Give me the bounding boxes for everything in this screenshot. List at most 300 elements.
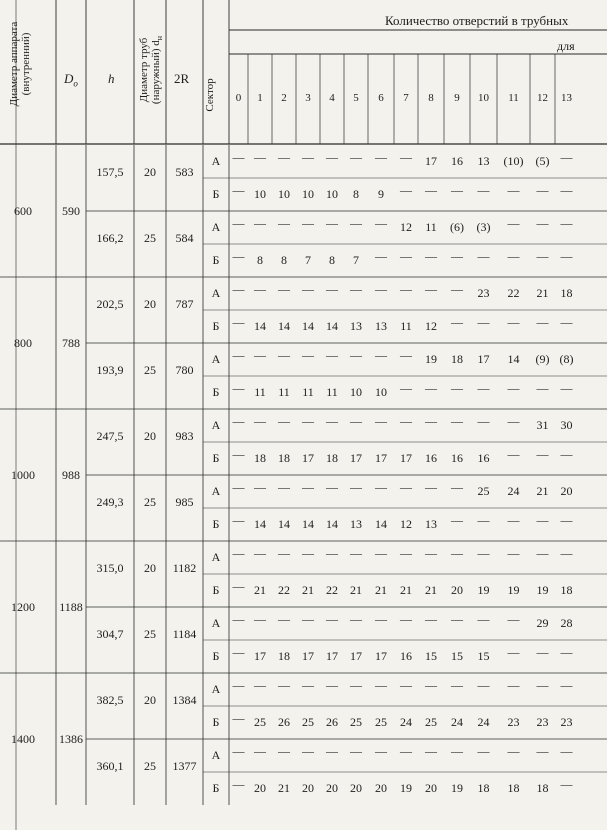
column-number: 0 <box>235 92 242 104</box>
cell-value: 14 <box>326 517 338 531</box>
cell-value: 24 <box>400 715 412 729</box>
r2-value: 584 <box>175 231 194 245</box>
cell-value: — <box>400 381 412 395</box>
cell-value: 23 <box>477 286 490 300</box>
column-number: 10 <box>478 92 489 104</box>
cell-value: 26 <box>326 715 338 729</box>
cell-value: 10 <box>302 187 314 201</box>
cell-value: — <box>477 744 490 758</box>
r2-value: 1384 <box>172 693 197 707</box>
column-number: 9 <box>454 92 460 104</box>
cell-value: — <box>232 348 245 362</box>
column-number: 1 <box>257 92 263 104</box>
cell-value: 25 <box>302 715 314 729</box>
sector-label: А <box>211 484 221 498</box>
cell-value: — <box>507 183 520 197</box>
cell-value: 17 <box>350 451 362 465</box>
cell-value: — <box>375 546 387 560</box>
cell-value: 23 <box>536 715 549 729</box>
cell-value: — <box>254 150 266 164</box>
cell-value: — <box>375 150 387 164</box>
cell-value: 19 <box>477 583 490 597</box>
cell-value: 14 <box>278 517 290 531</box>
cell-value: 21 <box>400 583 412 597</box>
cell-value: — <box>350 744 362 758</box>
cell-value: — <box>560 150 573 164</box>
cell-value: — <box>451 315 463 329</box>
cell-value: (6) <box>450 220 464 234</box>
cell-value: — <box>477 381 490 395</box>
cell-value: — <box>400 678 412 692</box>
dn-value: 20 <box>144 561 156 575</box>
cell-value: 18 <box>560 583 573 597</box>
cell-value: 20 <box>326 781 338 795</box>
cell-value: — <box>400 282 412 296</box>
cell-value: — <box>375 348 387 362</box>
cell-value: 8 <box>257 253 263 267</box>
cell-value: — <box>302 348 314 362</box>
cell-value: — <box>254 216 266 230</box>
header-2r: 2R <box>174 71 190 86</box>
cell-value: 20 <box>302 781 314 795</box>
sector-label: Б <box>212 517 220 531</box>
cell-value: 29 <box>536 616 549 630</box>
cell-value: 13 <box>477 154 490 168</box>
cell-value: 15 <box>451 649 463 663</box>
cell-value: 18 <box>278 649 290 663</box>
header-dn: Диаметр труб (наружный) $d_н$ <box>138 35 165 105</box>
sector-label: Б <box>212 451 220 465</box>
sector-label: А <box>211 550 221 564</box>
cell-value: — <box>326 348 338 362</box>
cell-value: — <box>400 546 412 560</box>
sector-label: А <box>211 748 221 762</box>
cell-value: 25 <box>350 715 362 729</box>
cell-value: — <box>560 546 573 560</box>
h-value: 249,3 <box>96 495 124 509</box>
cell-value: 23 <box>507 715 520 729</box>
r2-value: 787 <box>175 297 194 311</box>
cell-value: 17 <box>302 649 314 663</box>
sector-label: А <box>211 418 221 432</box>
dn-value: 25 <box>144 231 156 245</box>
cell-value: — <box>254 480 266 494</box>
cell-value: — <box>507 315 520 329</box>
cell-value: — <box>302 150 314 164</box>
cell-value: — <box>254 612 266 626</box>
cell-value: — <box>302 480 314 494</box>
cell-value: — <box>326 480 338 494</box>
cell-value: — <box>350 150 362 164</box>
cell-value: — <box>507 546 520 560</box>
cell-value: 30 <box>560 418 573 432</box>
cell-value: — <box>232 150 245 164</box>
cell-value: — <box>451 546 463 560</box>
cell-value: — <box>350 678 362 692</box>
dn-value: 20 <box>144 297 156 311</box>
cell-value: — <box>400 150 412 164</box>
cell-value: — <box>302 414 314 428</box>
sector-label: А <box>211 154 221 168</box>
cell-value: 11 <box>326 385 338 399</box>
cell-value: — <box>278 348 290 362</box>
column-number: 11 <box>508 92 519 104</box>
cell-value: 24 <box>507 484 520 498</box>
cell-value: — <box>507 381 520 395</box>
cell-value: — <box>302 216 314 230</box>
cell-value: 7 <box>353 253 359 267</box>
cell-value: 17 <box>400 451 412 465</box>
h-value: 193,9 <box>96 363 124 377</box>
cell-value: — <box>350 216 362 230</box>
cell-value: — <box>560 249 573 263</box>
cell-value: 18 <box>507 781 520 795</box>
cell-value: 12 <box>425 319 437 333</box>
cell-value: 25 <box>425 715 437 729</box>
cell-value: 22 <box>326 583 338 597</box>
cell-value: — <box>278 282 290 296</box>
cell-value: 14 <box>507 352 520 366</box>
cell-value: — <box>350 282 362 296</box>
cell-value: — <box>560 447 573 461</box>
cell-value: — <box>232 381 245 395</box>
cell-value: 12 <box>400 220 412 234</box>
cell-value: — <box>425 381 437 395</box>
cell-value: — <box>278 678 290 692</box>
cell-value: — <box>232 579 245 593</box>
cell-value: 24 <box>451 715 463 729</box>
cell-value: — <box>375 216 387 230</box>
column-number: 2 <box>281 92 287 104</box>
cell-value: — <box>254 744 266 758</box>
diameter-value: 1200 <box>11 600 35 614</box>
cell-value: — <box>232 282 245 296</box>
cell-value: — <box>326 216 338 230</box>
header-title-continuation: для <box>557 39 575 53</box>
cell-value: 21 <box>350 583 362 597</box>
do-value: 1386 <box>59 732 83 746</box>
cell-value: 18 <box>451 352 463 366</box>
column-number: 3 <box>305 92 311 104</box>
r2-value: 985 <box>175 495 194 509</box>
cell-value: 18 <box>560 286 573 300</box>
sector-label: Б <box>212 781 220 795</box>
cell-value: 11 <box>254 385 266 399</box>
cell-value: — <box>375 414 387 428</box>
cell-value: — <box>400 480 412 494</box>
cell-value: (3) <box>476 220 491 234</box>
cell-value: 21 <box>536 286 549 300</box>
cell-value: — <box>326 744 338 758</box>
cell-value: — <box>425 744 437 758</box>
cell-value: 13 <box>350 319 362 333</box>
cell-value: — <box>560 216 573 230</box>
cell-value: 17 <box>375 451 387 465</box>
cell-value: (5) <box>535 154 550 168</box>
cell-value: — <box>232 447 245 461</box>
dn-value: 20 <box>144 165 156 179</box>
cell-value: — <box>302 678 314 692</box>
cell-value: — <box>477 315 490 329</box>
cell-value: 10 <box>350 385 362 399</box>
cell-value: — <box>536 249 549 263</box>
cell-value: — <box>400 612 412 626</box>
cell-value: — <box>451 612 463 626</box>
cell-value: — <box>254 546 266 560</box>
dn-value: 25 <box>144 363 156 377</box>
cell-value: — <box>232 183 245 197</box>
cell-value: — <box>400 414 412 428</box>
cell-value: 17 <box>350 649 362 663</box>
cell-value: 18 <box>254 451 266 465</box>
cell-value: — <box>375 480 387 494</box>
dn-value: 25 <box>144 759 156 773</box>
cell-value: — <box>507 414 520 428</box>
cell-value: — <box>278 216 290 230</box>
h-value: 360,1 <box>96 759 124 773</box>
cell-value: — <box>400 744 412 758</box>
cell-value: 18 <box>326 451 338 465</box>
h-value: 202,5 <box>96 297 124 311</box>
sector-label: Б <box>212 583 220 597</box>
cell-value: — <box>375 612 387 626</box>
cell-value: — <box>451 414 463 428</box>
cell-value: — <box>536 315 549 329</box>
cell-value: — <box>507 744 520 758</box>
cell-value: — <box>254 414 266 428</box>
cell-value: 18 <box>536 781 549 795</box>
cell-value: 10 <box>278 187 290 201</box>
cell-value: 10 <box>326 187 338 201</box>
cell-value: 20 <box>350 781 362 795</box>
cell-value: 31 <box>536 418 549 432</box>
dn-value: 20 <box>144 693 156 707</box>
cell-value: — <box>425 480 437 494</box>
cell-value: 20 <box>375 781 387 795</box>
cell-value: — <box>375 282 387 296</box>
cell-value: — <box>254 282 266 296</box>
header-h: h <box>108 71 115 86</box>
cell-value: — <box>425 282 437 296</box>
cell-value: — <box>232 414 245 428</box>
cell-value: — <box>232 315 245 329</box>
cell-value: 9 <box>378 187 384 201</box>
cell-value: — <box>350 612 362 626</box>
sector-label: Б <box>212 187 220 201</box>
cell-value: — <box>507 249 520 263</box>
column-number: 8 <box>428 92 434 104</box>
cell-value: — <box>375 678 387 692</box>
header-title: Количество отверстий в трубных <box>385 13 569 28</box>
cell-value: — <box>507 678 520 692</box>
cell-value: 22 <box>278 583 290 597</box>
cell-value: — <box>326 150 338 164</box>
cell-value: — <box>477 546 490 560</box>
cell-value: — <box>425 183 437 197</box>
cell-value: (10) <box>503 154 524 168</box>
h-value: 157,5 <box>96 165 124 179</box>
cell-value: 19 <box>536 583 549 597</box>
cell-value: 21 <box>425 583 437 597</box>
cell-value: 17 <box>302 451 314 465</box>
cell-value: 14 <box>302 517 314 531</box>
cell-value: 8 <box>353 187 359 201</box>
column-number: 13 <box>561 92 572 104</box>
cell-value: — <box>232 480 245 494</box>
column-number: 7 <box>403 92 409 104</box>
cell-value: — <box>477 249 490 263</box>
sector-label: Б <box>212 253 220 267</box>
cell-value: 10 <box>254 187 266 201</box>
cell-value: 7 <box>305 253 311 267</box>
cell-value: 26 <box>278 715 290 729</box>
column-number: 12 <box>537 92 548 104</box>
cell-value: — <box>326 678 338 692</box>
cell-value: 11 <box>425 220 437 234</box>
cell-value: — <box>278 414 290 428</box>
cell-value: — <box>232 744 245 758</box>
cell-value: — <box>278 612 290 626</box>
cell-value: — <box>451 744 463 758</box>
cell-value: — <box>375 744 387 758</box>
cell-value: 25 <box>477 484 490 498</box>
cell-value: — <box>350 546 362 560</box>
cell-value: 17 <box>425 154 437 168</box>
cell-value: 13 <box>350 517 362 531</box>
column-number: 4 <box>329 92 335 104</box>
cell-value: — <box>302 282 314 296</box>
sector-label: Б <box>212 319 220 333</box>
cell-value: 15 <box>425 649 437 663</box>
cell-value: — <box>477 513 490 527</box>
cell-value: 13 <box>375 319 387 333</box>
cell-value: 17 <box>375 649 387 663</box>
cell-value: 21 <box>254 583 266 597</box>
cell-value: 8 <box>281 253 287 267</box>
r2-value: 1182 <box>172 561 197 575</box>
cell-value: — <box>232 612 245 626</box>
cell-value: — <box>536 381 549 395</box>
cell-value: — <box>507 513 520 527</box>
cell-value: — <box>302 546 314 560</box>
cell-value: — <box>507 612 520 626</box>
cell-value: — <box>507 447 520 461</box>
cell-value: — <box>232 777 245 791</box>
cell-value: 12 <box>400 517 412 531</box>
diameter-value: 1400 <box>11 732 35 746</box>
cell-value: — <box>278 546 290 560</box>
cell-value: — <box>302 744 314 758</box>
cell-value: 21 <box>536 484 549 498</box>
cell-value: 19 <box>400 781 412 795</box>
cell-value: 20 <box>254 781 266 795</box>
r2-value: 780 <box>175 363 194 377</box>
cell-value: 16 <box>477 451 490 465</box>
cell-value: — <box>326 282 338 296</box>
cell-value: — <box>477 678 490 692</box>
dn-value: 25 <box>144 495 156 509</box>
cell-value: — <box>560 381 573 395</box>
cell-value: — <box>560 645 573 659</box>
cell-value: 25 <box>254 715 266 729</box>
sector-label: А <box>211 352 221 366</box>
cell-value: — <box>536 744 549 758</box>
column-number: 6 <box>378 92 384 104</box>
cell-value: 14 <box>375 517 387 531</box>
column-number: 5 <box>353 92 359 104</box>
cell-value: 19 <box>451 781 463 795</box>
cell-value: — <box>350 480 362 494</box>
diameter-value: 800 <box>14 336 32 350</box>
cell-value: — <box>536 183 549 197</box>
cell-value: — <box>451 282 463 296</box>
cell-value: — <box>350 414 362 428</box>
cell-value: — <box>278 744 290 758</box>
cell-value: — <box>536 645 549 659</box>
cell-value: — <box>326 546 338 560</box>
r2-value: 983 <box>175 429 194 443</box>
cell-value: 20 <box>451 583 463 597</box>
cell-value: — <box>477 183 490 197</box>
header-diameter: Диаметр аппарата (внутренний) <box>8 21 32 107</box>
cell-value: 16 <box>400 649 412 663</box>
cell-value: 14 <box>254 517 266 531</box>
h-value: 315,0 <box>96 561 124 575</box>
cell-value: 14 <box>254 319 266 333</box>
do-value: 1188 <box>59 600 83 614</box>
cell-value: 18 <box>278 451 290 465</box>
h-value: 166,2 <box>96 231 124 245</box>
cell-value: — <box>560 315 573 329</box>
cell-value: 18 <box>477 781 490 795</box>
cell-value: — <box>232 546 245 560</box>
diameter-value: 600 <box>14 204 32 218</box>
cell-value: — <box>451 249 463 263</box>
cell-value: 16 <box>425 451 437 465</box>
header-sector: Сектор <box>204 78 216 112</box>
cell-value: 16 <box>451 154 463 168</box>
cell-value: — <box>507 216 520 230</box>
cell-value: 21 <box>302 583 314 597</box>
cell-value: — <box>425 612 437 626</box>
cell-value: — <box>278 480 290 494</box>
cell-value: — <box>425 546 437 560</box>
cell-value: 23 <box>560 715 573 729</box>
cell-value: 14 <box>326 319 338 333</box>
cell-value: — <box>560 183 573 197</box>
cell-value: 17 <box>254 649 266 663</box>
cell-value: (8) <box>559 352 574 366</box>
sector-label: Б <box>212 649 220 663</box>
cell-value: 25 <box>375 715 387 729</box>
cell-value: — <box>451 480 463 494</box>
cell-value: — <box>560 777 573 791</box>
do-value: 788 <box>62 336 80 350</box>
cell-value: — <box>232 678 245 692</box>
cell-value: 8 <box>329 253 335 267</box>
cell-value: — <box>451 678 463 692</box>
cell-value: — <box>536 678 549 692</box>
cell-value: 10 <box>375 385 387 399</box>
h-value: 382,5 <box>96 693 124 707</box>
cell-value: — <box>400 183 412 197</box>
cell-value: — <box>326 612 338 626</box>
cell-value: 17 <box>477 352 490 366</box>
cell-value: — <box>560 744 573 758</box>
cell-value: 24 <box>477 715 490 729</box>
cell-value: 19 <box>425 352 437 366</box>
cell-value: — <box>278 150 290 164</box>
